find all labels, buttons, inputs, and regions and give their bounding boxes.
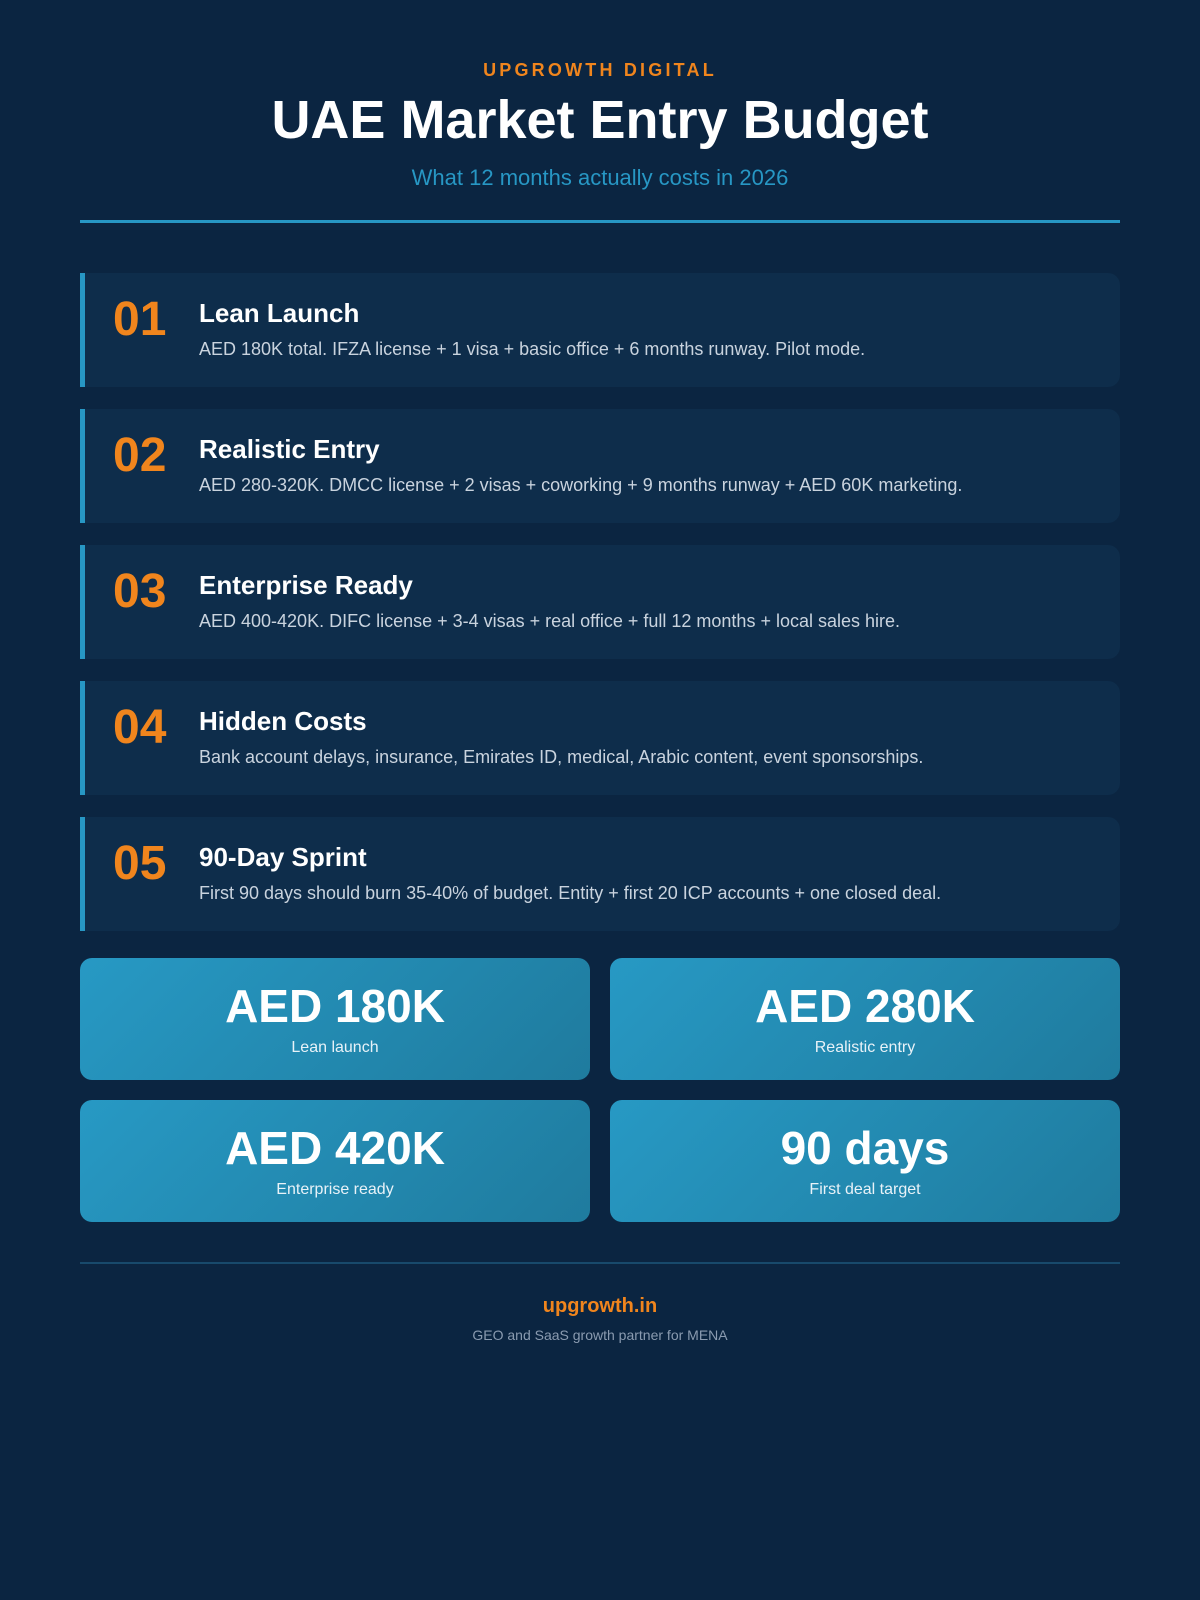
- stat-card-enterprise-ready: [80, 1100, 590, 1222]
- step-description: AED 180K total. IFZA license + 1 visa + basic office + 6 months runway. Pilot mode.: [199, 339, 866, 359]
- list-item-lean-launch: [80, 273, 1120, 387]
- stat-label: Realistic entry: [814, 1039, 916, 1056]
- stat-value: 90 days: [780, 1122, 950, 1174]
- step-number: 04: [113, 701, 167, 754]
- step-description: Bank account delays, insurance, Emirates ID, medical, Arabic content, event sponsorships.: [199, 747, 924, 767]
- step-number: 03: [113, 565, 167, 618]
- stat-label: Enterprise ready: [276, 1181, 394, 1198]
- stat-card-lean-launch: [80, 958, 590, 1080]
- list-item-realistic-entry: [80, 409, 1120, 523]
- step-title: Realistic Entry: [199, 434, 380, 464]
- step-title: 90-Day Sprint: [199, 842, 367, 872]
- step-description: AED 400-420K. DIFC license + 3-4 visas + real office + full 12 months + local sales hire.: [199, 611, 901, 631]
- list-item-90-day-sprint: [80, 817, 1120, 931]
- step-title: Enterprise Ready: [199, 570, 413, 600]
- step-body: [199, 409, 962, 497]
- stat-label: Lean launch: [291, 1039, 379, 1056]
- list-item-hidden-costs: [80, 681, 1120, 795]
- stats-grid: [80, 958, 1120, 1222]
- page-title: UAE Market Entry Budget: [271, 90, 929, 150]
- stat-value: AED 280K: [755, 980, 975, 1032]
- footer: [80, 1264, 1120, 1344]
- step-body: [199, 545, 900, 633]
- step-number: 01: [113, 293, 167, 346]
- stat-card-first-deal: [610, 1100, 1120, 1222]
- list-item-enterprise-ready: [80, 545, 1120, 659]
- step-number: 05: [113, 837, 167, 890]
- website-link[interactable]: upgrowth.in: [542, 1295, 658, 1317]
- page-subtitle: What 12 months actually costs in 2026: [411, 165, 789, 190]
- step-title: Hidden Costs: [199, 706, 367, 736]
- step-title: Lean Launch: [199, 298, 360, 328]
- footer-tagline: GEO and SaaS growth partner for MENA: [472, 1327, 728, 1343]
- step-number: 02: [113, 429, 167, 482]
- header-divider: [80, 220, 1120, 223]
- step-body: [199, 817, 941, 905]
- stat-label: First deal target: [809, 1181, 921, 1198]
- budget-tiers-list: [80, 273, 1120, 931]
- header: [80, 0, 1120, 223]
- stat-card-realistic-entry: [610, 958, 1120, 1080]
- step-body: [199, 681, 923, 769]
- step-description: AED 280-320K. DMCC license + 2 visas + coworking + 9 months runway + AED 60K marketing.: [199, 475, 963, 495]
- brand-name: UPGROWTH DIGITAL: [483, 60, 717, 80]
- step-description: First 90 days should burn 35-40% of budget. Entity + first 20 ICP accounts + one closed deal.: [199, 883, 942, 903]
- stat-value: AED 420K: [225, 1122, 445, 1174]
- step-body: [199, 273, 865, 361]
- stat-value: AED 180K: [225, 980, 445, 1032]
